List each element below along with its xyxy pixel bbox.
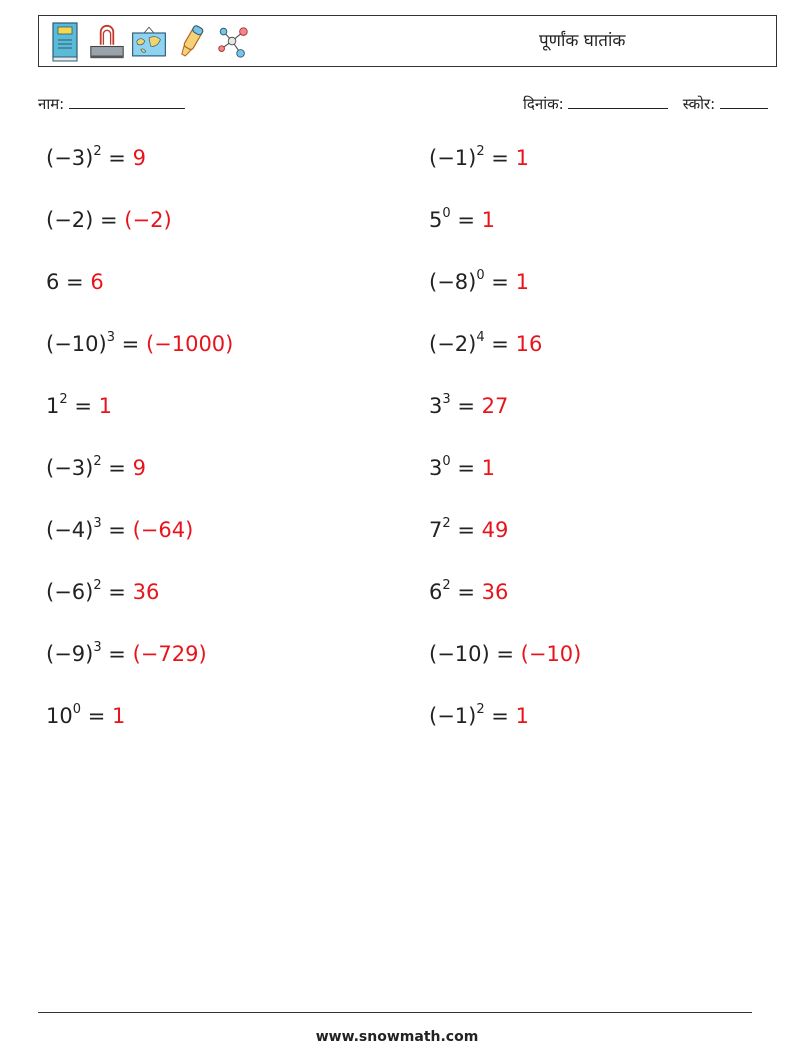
problem-exponent: 0 bbox=[442, 454, 451, 469]
equals-sign: = bbox=[450, 580, 482, 604]
problem-base: 7 bbox=[429, 518, 443, 542]
problem-exponent: 2 bbox=[476, 702, 485, 717]
molecule-icon bbox=[215, 20, 251, 64]
problem-exponent: 2 bbox=[442, 516, 451, 531]
equals-sign: = bbox=[450, 456, 482, 480]
equals-sign: = bbox=[101, 580, 133, 604]
problem-base: (−3) bbox=[46, 456, 94, 480]
equals-sign: = bbox=[93, 208, 125, 232]
problem-exponent: 3 bbox=[93, 516, 102, 531]
date-blank[interactable] bbox=[568, 107, 668, 109]
problem-item bbox=[46, 704, 125, 728]
problem-answer: 16 bbox=[515, 332, 543, 356]
problem-base: (−10) bbox=[46, 332, 107, 356]
equals-sign: = bbox=[484, 270, 516, 294]
page-title: पूर्णांक घातांक bbox=[539, 31, 626, 51]
problem-base: 5 bbox=[429, 208, 443, 232]
problem-exponent: 3 bbox=[106, 330, 115, 345]
problem-answer: 27 bbox=[481, 394, 509, 418]
problem-answer: 1 bbox=[111, 704, 126, 728]
book-icon bbox=[47, 20, 83, 64]
equals-sign: = bbox=[484, 704, 516, 728]
score-label: स्कोर: bbox=[682, 95, 716, 113]
problem-base: (−6) bbox=[46, 580, 94, 604]
equals-sign: = bbox=[489, 642, 521, 666]
problem-exponent: 3 bbox=[442, 392, 451, 407]
problem-exponent: 2 bbox=[93, 578, 102, 593]
problem-answer: 1 bbox=[515, 146, 529, 170]
score-blank[interactable] bbox=[720, 107, 768, 109]
date-label: दिनांक: bbox=[523, 95, 564, 113]
binder-clip-icon bbox=[89, 20, 125, 64]
equals-sign: = bbox=[450, 394, 482, 418]
problem-base: 10 bbox=[46, 704, 73, 728]
problem-base: 3 bbox=[429, 456, 443, 480]
problem-answer: (−10) bbox=[520, 642, 582, 666]
equals-sign: = bbox=[59, 270, 91, 294]
problem-base: 3 bbox=[429, 394, 443, 418]
problem-base: (−8) bbox=[429, 270, 477, 294]
highlighter-icon bbox=[173, 20, 209, 64]
problem-base: (−4) bbox=[46, 518, 94, 542]
problem-item bbox=[46, 270, 104, 294]
problem-exponent: 0 bbox=[476, 268, 485, 283]
problem-answer: 49 bbox=[481, 518, 509, 542]
equals-sign: = bbox=[484, 332, 516, 356]
name-field bbox=[38, 94, 185, 114]
problem-exponent: 2 bbox=[442, 578, 451, 593]
problem-answer: 1 bbox=[98, 394, 112, 418]
date-score-field bbox=[523, 94, 768, 114]
equals-sign: = bbox=[67, 394, 99, 418]
problem-answer: 9 bbox=[132, 456, 146, 480]
equals-sign: = bbox=[101, 146, 133, 170]
problem-exponent: 2 bbox=[93, 144, 102, 159]
problem-item bbox=[46, 332, 233, 356]
worksheet-header bbox=[38, 15, 777, 67]
problem-answer: 9 bbox=[132, 146, 146, 170]
problem-base: (−3) bbox=[46, 146, 94, 170]
problem-exponent: 0 bbox=[442, 206, 451, 221]
problem-item bbox=[429, 394, 508, 418]
problem-base: (−9) bbox=[46, 642, 94, 666]
equals-sign: = bbox=[101, 456, 133, 480]
problem-item bbox=[46, 580, 159, 604]
problem-item bbox=[46, 208, 172, 232]
problem-base: (−10) bbox=[429, 642, 490, 666]
problem-item bbox=[429, 270, 529, 294]
problem-answer: 1 bbox=[481, 456, 495, 480]
problem-answer: 1 bbox=[515, 270, 529, 294]
problem-item bbox=[429, 704, 529, 728]
equals-sign: = bbox=[484, 146, 516, 170]
problem-base: 6 bbox=[429, 580, 443, 604]
problem-exponent: 4 bbox=[476, 330, 485, 345]
problem-item bbox=[46, 642, 207, 666]
equals-sign: = bbox=[114, 332, 146, 356]
equals-sign: = bbox=[450, 518, 482, 542]
problem-item bbox=[429, 642, 581, 666]
problem-answer: (−729) bbox=[132, 642, 207, 666]
problem-answer: 36 bbox=[132, 580, 160, 604]
problem-exponent: 2 bbox=[59, 392, 68, 407]
name-label: नाम: bbox=[38, 95, 65, 113]
problem-answer: 36 bbox=[481, 580, 509, 604]
problem-answer: (−1000) bbox=[145, 332, 234, 356]
problem-answer: (−2) bbox=[124, 208, 172, 232]
problem-exponent: 3 bbox=[93, 640, 102, 655]
problem-exponent: 2 bbox=[476, 144, 485, 159]
problem-item bbox=[429, 332, 542, 356]
problem-exponent: 2 bbox=[93, 454, 102, 469]
problem-answer: 1 bbox=[481, 208, 495, 232]
problem-base: (−2) bbox=[429, 332, 477, 356]
problem-answer: 1 bbox=[515, 704, 529, 728]
problem-base: (−2) bbox=[46, 208, 94, 232]
problem-item bbox=[46, 518, 193, 542]
equals-sign: = bbox=[81, 704, 112, 728]
name-blank[interactable] bbox=[69, 107, 185, 109]
problem-item bbox=[46, 456, 146, 480]
footer-divider bbox=[38, 1012, 752, 1013]
problem-item bbox=[429, 456, 495, 480]
problem-base: 6 bbox=[46, 270, 60, 294]
problem-item bbox=[429, 580, 508, 604]
equals-sign: = bbox=[101, 642, 133, 666]
problem-exponent: 0 bbox=[72, 702, 82, 717]
problem-base: 1 bbox=[46, 394, 60, 418]
equals-sign: = bbox=[450, 208, 482, 232]
header-icons bbox=[47, 20, 251, 64]
equals-sign: = bbox=[101, 518, 133, 542]
problem-base: (−1) bbox=[429, 704, 477, 728]
problem-base: (−1) bbox=[429, 146, 477, 170]
problem-answer: 6 bbox=[90, 270, 104, 294]
problem-item bbox=[429, 146, 529, 170]
map-board-icon bbox=[131, 20, 167, 64]
problem-item bbox=[46, 394, 112, 418]
problem-item bbox=[429, 208, 495, 232]
problem-answer: (−64) bbox=[132, 518, 194, 542]
problem-item bbox=[46, 146, 146, 170]
footer-url: www.snowmath.com bbox=[315, 1029, 479, 1045]
problem-item bbox=[429, 518, 508, 542]
